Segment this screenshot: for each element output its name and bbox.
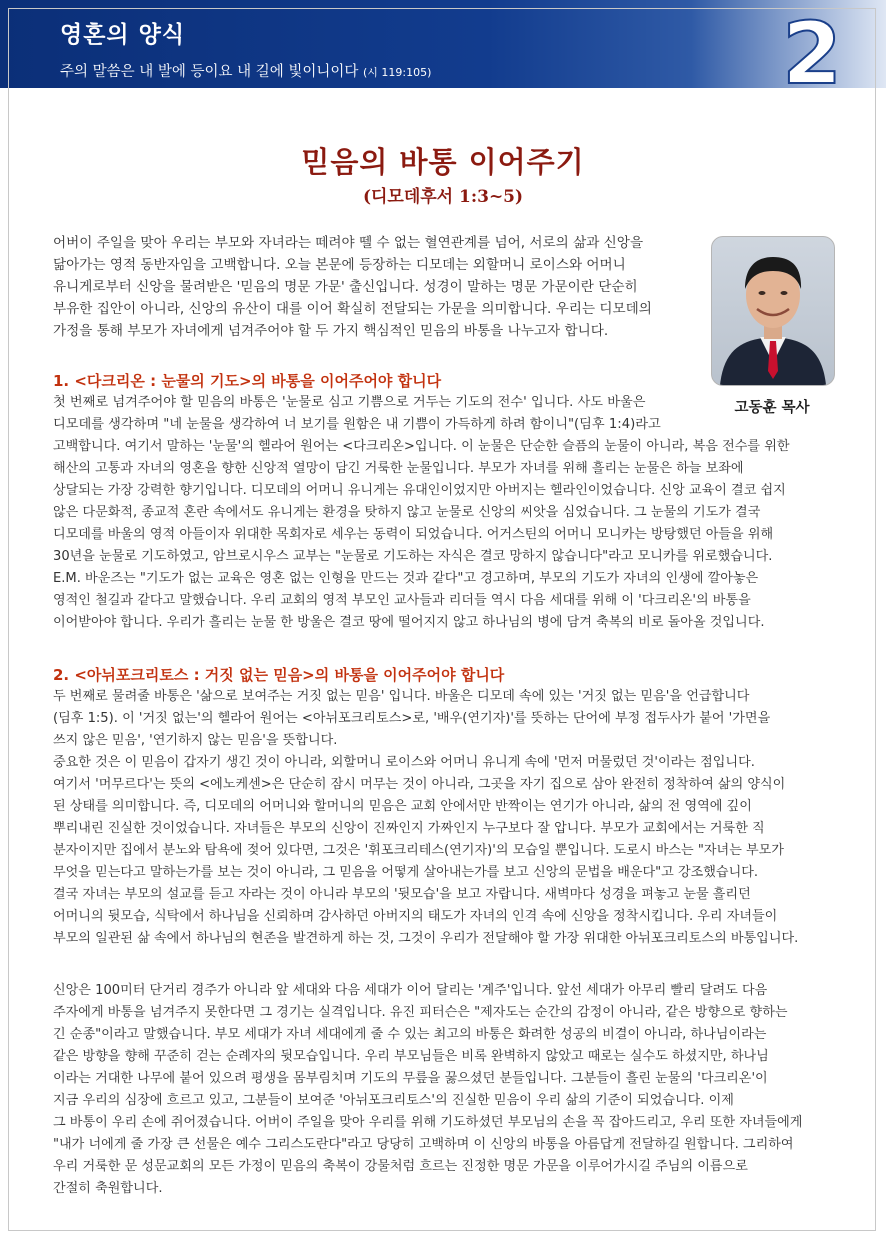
verse-reference: (시 119:105) <box>363 66 432 79</box>
section-1-heading: 1. <다크리온 : 눈물의 기도>의 바통을 이어주어야 합니다 <box>53 372 442 390</box>
section-1-line: 첫 번째로 넘겨주어야 할 믿음의 바통은 '눈물로 심고 기쁨으로 거두는 기도의 전수' 입니다. 사도 바울은 <box>53 395 646 410</box>
section-2-line: 결국 자녀는 부모의 설교를 듣고 자라는 것이 아니라 부모의 '뒷모습'을 보고 자랍니다. 새벽마다 성경을 펴놓고 눈물 흘리던 <box>53 887 751 902</box>
issue-number: 2 <box>782 4 842 104</box>
section-1-line: 영적인 철길과 같다고 말했습니다. 우리 교회의 영적 부모인 교사들과 리더들 역시 다음 세대를 위해 이 '다크리온'의 바통을 <box>53 593 751 608</box>
section-1-line: 30년을 눈물로 기도하였고, 암브로시우스 교부는 "눈물로 기도하는 자식은 결코 망하지 않습니다"라고 모니카를 위로했습니다. <box>53 549 773 564</box>
section-1-line: 않은 다문화적, 종교적 혼란 속에서도 유니게는 환경을 탓하지 않고 눈물로 신앙의 씨앗을 심었습니다. 그 눈물의 기도가 결국 <box>53 505 761 520</box>
section-1-line: 디모데를 생각하며 "네 눈물을 생각하여 너 보기를 원함은 내 기쁨이 가득하게 하려 함이니"(딤후 1:4)라고 <box>53 417 661 432</box>
section-2-line: 된 상태를 의미합니다. 즉, 디모데의 어머니와 할머니의 믿음은 교회 안에서만 반짝이는 연기가 아니라, 삶의 전 영역에 깊이 <box>53 799 752 814</box>
intro-line: 어버이 주일을 맞아 우리는 부모와 자녀라는 떼려야 뗄 수 없는 혈연관계를 넘어, 서로의 삶과 신앙을 <box>53 235 644 251</box>
intro-line: 닮아가는 영적 동반자임을 고백합니다. 오늘 본문에 등장하는 디모데는 외할머니 로이스와 어머니 <box>53 257 626 273</box>
intro-line: 부유한 집안이 아니라, 신앙의 유산이 대를 이어 확실히 전달되는 가문을 의미합니다. 우리는 디모데의 <box>53 301 652 317</box>
section-1-line: 이어받아야 합니다. 우리가 흘리는 눈물 한 방울은 결코 땅에 떨어지지 않고 하나님의 병에 담겨 축복의 비로 돌아올 것입니다. <box>53 615 765 630</box>
section-2-line: 무엇을 믿는다고 말하는가를 보는 것이 아니라, 그 믿음을 어떻게 살아내는가를 보고 신앙의 문법을 배운다"고 강조했습니다. <box>53 865 759 880</box>
closing-line: 지금 우리의 심장에 흐르고 있고, 그분들이 보여준 '아뉘포크리토스'의 진실한 믿음이 우리 삶의 기준이 되었습니다. 이제 <box>53 1093 734 1108</box>
closing-line: 이라는 거대한 나무에 붙어 있으려 평생을 몸부림치며 기도의 무릎을 꿇으셨던 분들입니다. 그분들이 흘린 눈물의 '다크리온'이 <box>53 1071 768 1086</box>
closing-line: 간절히 축원합니다. <box>53 1181 163 1196</box>
closing-line: 신앙은 100미터 단거리 경주가 아니라 앞 세대와 다음 세대가 이어 달리는 '계주'입니다. 앞선 세대가 아무리 빨리 달려도 다음 <box>53 983 768 998</box>
section-2-line: 뿌리내린 진실한 것이었습니다. 자녀들은 부모의 신앙이 진짜인지 가짜인지 누구보다 잘 압니다. 부모가 교회에서는 거룩한 직 <box>53 821 765 836</box>
section-2-line: (딤후 1:5). 이 '거짓 없는'의 헬라어 원어는 <아뉘포크리토스>로, '배우(연기자)'를 뜻하는 단어에 부정 접두사가 붙어 '가면을 <box>53 711 771 726</box>
pastor-portrait <box>711 236 835 386</box>
section-title: 영혼의 양식 <box>60 22 186 48</box>
section-2-line: 쓰지 않은 믿음', '연기하지 않는 믿음'을 뜻합니다. <box>53 733 338 748</box>
intro-line: 가정을 통해 부모가 자녀에게 넘겨주어야 할 두 가지 핵심적인 믿음의 바통을 나누고자 합니다. <box>53 323 609 339</box>
section-2-line: 어머니의 뒷모습, 식탁에서 하나님을 신뢰하며 감사하던 아버지의 태도가 자녀의 인격 속에 신앙을 정착시킵니다. 우리 자녀들이 <box>53 909 778 924</box>
section-1-line: 상달되는 가장 강력한 향기입니다. 디모데의 어머니 유니게는 유대인이었지만 아버지는 헬라인이었습니다. 신앙 교육이 결코 쉽지 <box>53 483 786 498</box>
closing-line: 주자에게 바통을 넘겨주지 못한다면 그 경기는 실격입니다. 유진 피터슨은 "제자도는 순간의 감정이 아니라, 같은 방향으로 향하는 <box>53 1005 788 1020</box>
section-2-line: 두 번째로 물려줄 바통은 '삶으로 보여주는 거짓 없는 믿음' 입니다. 바울은 디모데 속에 있는 '거짓 없는 믿음'을 언급합니다 <box>53 689 750 704</box>
section-2-line: 중요한 것은 이 믿음이 갑자기 생긴 것이 아니라, 외할머니 로이스와 어머니 유니게 속에 '먼저 머물렀던 것'이라는 점입니다. <box>53 755 755 770</box>
verse-text: 주의 말씀은 내 발에 등이요 내 길에 빛이니이다 <box>60 64 359 80</box>
intro-line: 유니게로부터 신앙을 물려받은 '믿음의 명문 가문' 출신입니다. 성경이 말하는 명문 가문이란 단순히 <box>53 279 638 295</box>
closing-line: 그 바통이 우리 손에 쥐어졌습니다. 어버이 주일을 맞아 우리를 위해 기도하셨던 부모님의 손을 꼭 잡아드리고, 우리 또한 자녀들에게 <box>53 1115 803 1130</box>
closing-line: 우리 거룩한 문 성문교회의 모든 가정이 믿음의 축복이 강물처럼 흐르는 진정한 명문 가문을 이루어가시길 주님의 이름으로 <box>53 1159 748 1174</box>
closing-line: 긴 순종"이라고 말했습니다. 부모 세대가 자녀 세대에게 줄 수 있는 최고의 바통은 화려한 성공의 비결이 아니라, 하나님이라는 <box>53 1027 767 1042</box>
section-2-line: 분자이지만 집에서 분노와 탐욕에 젖어 있다면, 그것은 '휘포크리테스(연기자)'의 모습일 뿐입니다. 도로시 바스는 "자녀는 부모가 <box>53 843 784 858</box>
portrait-illustration <box>712 237 834 385</box>
closing-line: 같은 방향을 향해 꾸준히 걷는 순례자의 뒷모습입니다. 우리 부모님들은 비록 완벽하지 않았고 때로는 실수도 하셨지만, 하나님 <box>53 1049 769 1064</box>
scripture-reference: (디모데후서 1:3~5) <box>362 187 524 207</box>
sermon-title: 믿음의 바통 이어주기 <box>301 145 585 179</box>
pastor-caption: 고동훈 목사 <box>734 400 810 416</box>
section-1-line: 해산의 고통과 자녀의 영혼을 향한 신앙적 열망이 담긴 거룩한 눈물입니다. 부모가 자녀를 위해 흘리는 눈물은 하늘 보좌에 <box>53 461 744 476</box>
section-1-line: E.M. 바운즈는 "기도가 없는 교육은 영혼 없는 인형을 만드는 것과 같다"고 경고하며, 부모의 기도가 자녀의 인생에 깔아놓은 <box>53 571 759 586</box>
closing-line: "내가 너에게 줄 가장 큰 선물은 예수 그리스도란다"라고 당당히 고백하며 이 신앙의 바통을 아름답게 전달하길 원합니다. 그리하여 <box>53 1137 794 1152</box>
section-1-line: 디모데를 바울의 영적 아들이자 위대한 목회자로 세우는 동력이 되었습니다. 어거스틴의 어머니 모니카는 방탕했던 아들을 위해 <box>53 527 774 542</box>
section-2-line: 부모의 일관된 삶 속에서 하나님의 현존을 발견하게 하는 것, 그것이 우리가 전달해야 할 가장 위대한 아뉘포크리토스의 바통입니다. <box>53 931 799 946</box>
section-2-line: 여기서 '머무르다'는 뜻의 <에노케센>은 단순히 잠시 머무는 것이 아니라, 그곳을 자기 집으로 삼아 완전히 정착하여 삶의 양식이 <box>53 777 786 792</box>
section-1-line: 고백합니다. 여기서 말하는 '눈물'의 헬라어 원어는 <다크리온>입니다. 이 눈물은 단순한 슬픔의 눈물이 아니라, 복음 전수를 위한 <box>53 439 790 454</box>
section-2-heading: 2. <아뉘포크리토스 : 거짓 없는 믿음>의 바통을 이어주어야 합니다 <box>53 666 505 684</box>
